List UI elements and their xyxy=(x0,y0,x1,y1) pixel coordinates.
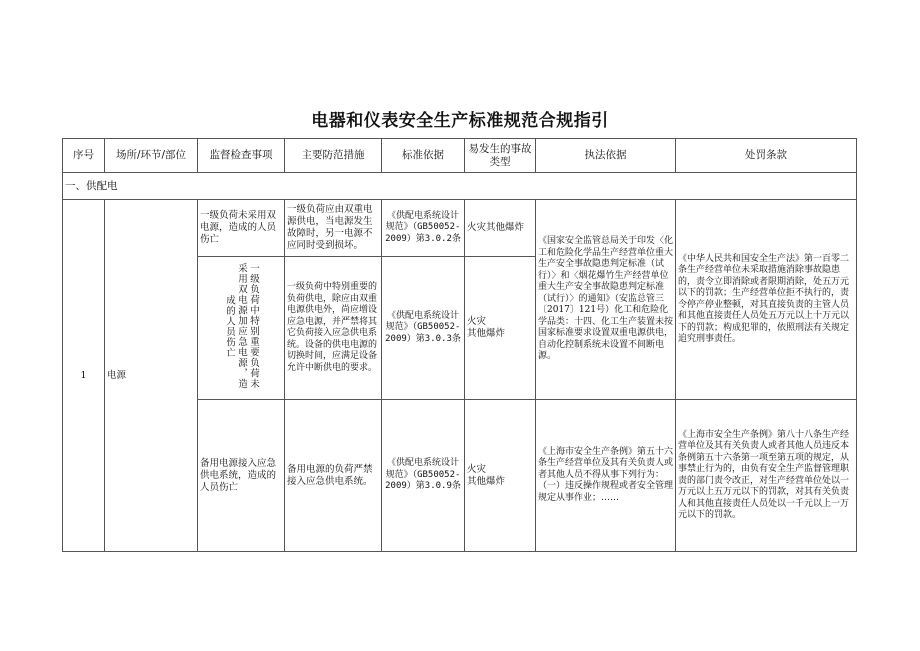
standard-cell: 《供配电系统设计规范》（GB50052-2009）第3.0.9条 xyxy=(382,400,465,552)
penalty-cell: 《中华人民共和国安全生产法》第一百零二条生产经营单位未采取措施消除事故隐患的，责令立即消除或者限期消除，处五万元以下的罚款；生产经营单位拒不执行的，责令停产停业整顿，对其直接负责的主管人员和其他直接责任人员处五万元以上十万元以下的罚款；构成犯罪的，依照刑法有关规定追究刑事责任。 xyxy=(676,200,857,400)
penalty-cell: 《上海市安全生产条例》第八十八条生产经营单位及其有关负责人或者其他人员违反本条例第五十六条第一项至第五项的规定，从事禁止行为的，由负有安全生产监督管理职责的部门责令改正，对生产经营单位处以一万元以上五万元以下的罚款，对其有关负责人和其他直接责任人员处以一千元以上一万元以下的罚款。 xyxy=(676,400,857,552)
measure-cell: 一级负荷应由双重电源供电，当电源发生故障时，另一电源不应同时受到损坏。 xyxy=(285,200,382,257)
header-item: 监督检查事项 xyxy=(198,139,285,173)
header-row xyxy=(63,139,857,173)
seq-cell: 1 xyxy=(63,200,105,552)
place-cell: 电源 xyxy=(105,200,198,552)
item-vertical-text: 一级负荷中特别重要负荷未采用双电源加应急电源，造成的人员伤亡 xyxy=(224,263,259,389)
accident-cell: 火灾 其他爆炸 xyxy=(465,257,536,400)
header-seq: 序号 xyxy=(63,139,105,173)
item-cell: 备用电源接入应急供电系统，造成的人员伤亡 xyxy=(198,400,285,552)
section-label: 一、供配电 xyxy=(63,173,857,200)
measure-cell: 一级负荷中特别重要的负荷供电，除应由双重电源供电外，尚应增设应急电源，并严禁将其它负荷接入应急供电系统。设备的供电电源的切换时间，应满足设备允许中断供电的要求。 xyxy=(285,257,382,400)
item-cell xyxy=(198,257,285,400)
header-standard: 标准依据 xyxy=(382,139,465,173)
header-penalty: 处罚条款 xyxy=(676,139,857,173)
item-cell: 一级负荷未采用双电源，造成的人员伤亡 xyxy=(198,200,285,257)
page-title: 电器和仪表安全生产标准规范合规指引 xyxy=(311,111,609,131)
header-law: 执法依据 xyxy=(536,139,676,173)
measure-cell: 备用电源的负荷严禁接入应急供电系统。 xyxy=(285,400,382,552)
law-cell: 《上海市安全生产条例》第五十六条生产经营单位及其有关负责人或者其他人员不得从事下列行为：（一）违反操作规程或者安全管理规定从事作业；…… xyxy=(536,400,676,552)
standard-cell: 《供配电系统设计规范》（GB50052-2009）第3.0.3条 xyxy=(382,257,465,400)
accident-cell: 火灾其他爆炸 xyxy=(465,200,536,257)
law-cell: 《国家安全监管总局关于印发〈化工和危险化学品生产经营单位重大生产安全事故隐患判定标准（试行）〉和〈烟花爆竹生产经营单位重大生产安全事故隐患判定标准（试行）〉的通知》（安监总管三〔2017〕121号）化工和危险化学品类：十四、化工生产装置未按国家标准要求设置双重电源供电，自动化控制系统未设置不间断电源。 xyxy=(536,200,676,400)
accident-cell: 火灾 其他爆炸 xyxy=(465,400,536,552)
header-accident: 易发生的事故类型 xyxy=(465,139,536,173)
table-row xyxy=(63,200,857,257)
section-row xyxy=(63,173,857,200)
standard-cell: 《供配电系统设计规范》（GB50052-2009）第3.0.2条 xyxy=(382,200,465,257)
compliance-table xyxy=(62,138,857,552)
header-place: 场所/环节/部位 xyxy=(105,139,198,173)
header-measure: 主要防范措施 xyxy=(285,139,382,173)
